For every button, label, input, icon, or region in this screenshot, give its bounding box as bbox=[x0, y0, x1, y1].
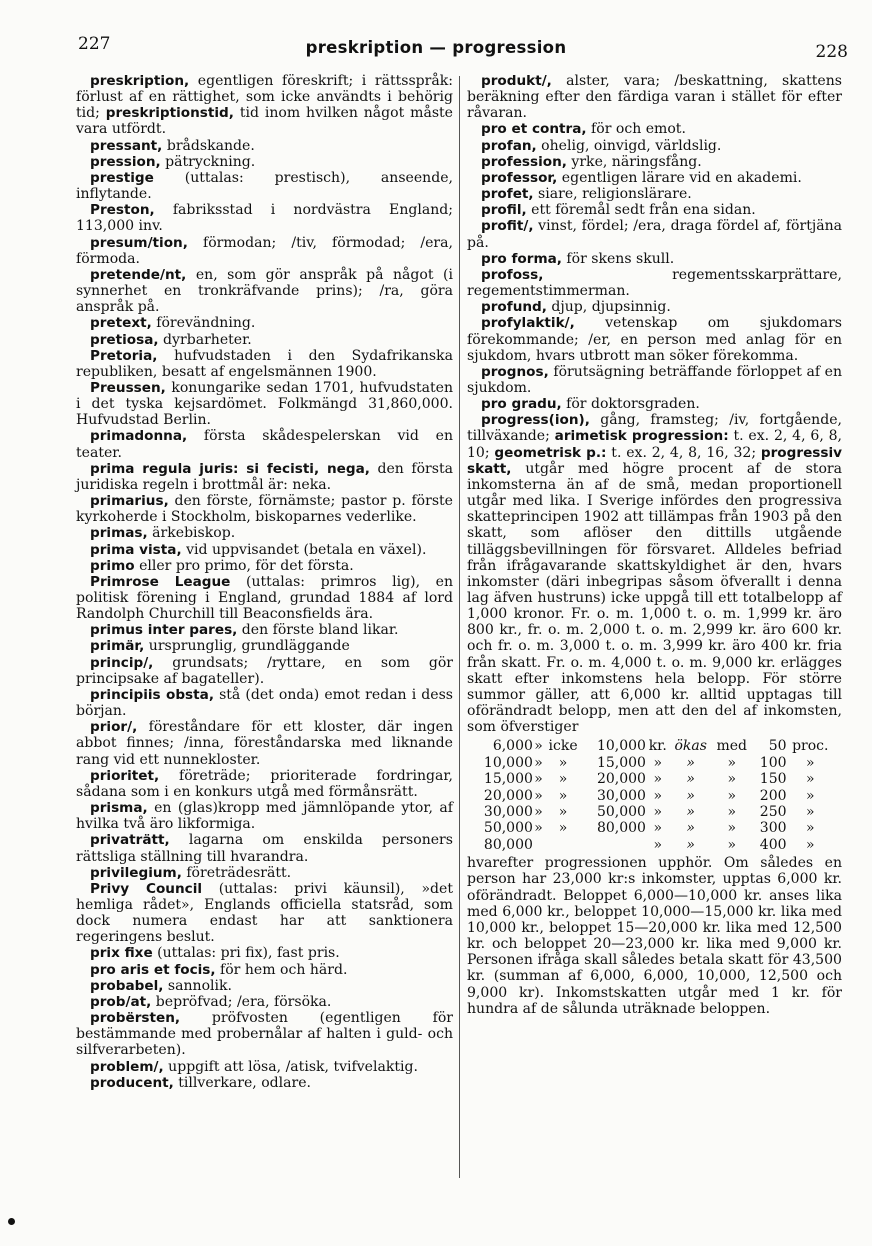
table-cell: » bbox=[805, 787, 815, 804]
dictionary-entry bbox=[467, 73, 842, 121]
entry-headword: profit/, bbox=[481, 218, 534, 235]
entry-headword: prima regula juris: si fecisti, nega, bbox=[90, 460, 370, 477]
table-cell: 100 bbox=[759, 754, 787, 771]
dictionary-entry bbox=[467, 396, 842, 412]
entry-headword: profund, bbox=[481, 299, 547, 316]
dictionary-entry bbox=[467, 299, 842, 315]
entry-headword: primo bbox=[90, 557, 135, 574]
entry-text: föreståndare för ett kloster, där ingen abbot finnes; /inna, föreståndarska med liknande rang vid ett nunnekloster. bbox=[76, 719, 453, 768]
entry-headword: princip/, bbox=[90, 654, 154, 671]
table-cell: » bbox=[686, 754, 695, 771]
entry-headword: pretiosa, bbox=[90, 331, 159, 348]
entry-headword: preskription, bbox=[90, 73, 190, 89]
entry-headword: probabel, bbox=[90, 977, 164, 994]
table-cell: 15,000 bbox=[483, 771, 533, 788]
table-cell: » bbox=[727, 820, 737, 837]
entry-headword: Primrose League bbox=[90, 573, 231, 590]
entry-headword: Preston, bbox=[90, 202, 155, 219]
table-cell: proc. bbox=[792, 738, 829, 755]
dictionary-entry bbox=[76, 638, 453, 654]
entry-text: bepröfvad; /era, försöka. bbox=[151, 993, 332, 1010]
dictionary-entry bbox=[467, 267, 842, 299]
entry-headword: pression, bbox=[90, 153, 161, 170]
entry-text: (uttalas: pri fix), fast pris. bbox=[152, 945, 340, 962]
left-entry-list bbox=[76, 138, 453, 1091]
entry-headword: Preussen, bbox=[90, 379, 166, 396]
dictionary-entry bbox=[76, 687, 453, 719]
table-cell: » bbox=[686, 804, 695, 821]
dictionary-entry bbox=[76, 978, 453, 994]
entry-text: utgår med högre procent af de stora inkomsterna än af de små, medan proportionell utgår med lika. I Sverige infördes den progressiva skatteprincipen 1902 att tillämpas från 1903 på den skatt, som aflöser den dittills utgående tilläggsbevillningen för försvaret. Alldeles befriad från ifrågavarande skattskyldighet är den, hvars inkomster (däri inbegripas såsom öfverallt i denna lag äfven hustruns) icke uppgå till ett totalbelopp af 1,000 kronor. Fr. o. m. 1,000 t. o. m. 1,999 kr. äro 800 kr., fr. o. m. 2,000 t. o. m. 2,999 kr. äro 600 kr. och fr. o. m. 3,000 t. o. m. 3,999 kr. äro 400 kr. fria från skatt. Fr. o. m. 4,000 t. o. m. 9,000 kr. erlägges skatt efter inkomstens hela belopp. För större summor gäller, att 6,000 kr. alltid upptagas till oförändradt belopp, men att den del af inkomsten, som öfverstiger bbox=[467, 460, 842, 736]
entry-text: för skens skull. bbox=[561, 250, 675, 267]
table-cell: » bbox=[727, 754, 737, 771]
table-cell: » bbox=[558, 754, 568, 771]
entry-text: regementsskarprättare, regementstimmerman. bbox=[467, 266, 842, 300]
table-cell: » bbox=[727, 836, 737, 853]
dictionary-entry bbox=[76, 994, 453, 1010]
table-cell: 30,000 bbox=[596, 787, 646, 804]
running-title: preskription — progression bbox=[305, 38, 567, 57]
table-cell: » bbox=[653, 771, 663, 788]
dictionary-entry bbox=[76, 428, 453, 460]
table-cell: » bbox=[534, 787, 543, 804]
entry-headword: profet, bbox=[481, 186, 534, 203]
dictionary-entry bbox=[76, 865, 453, 881]
table-cell: 50,000 bbox=[596, 804, 646, 821]
entry-text: grundsats; /ryttare, en som gör principsake af bagateller). bbox=[76, 654, 453, 687]
dictionary-entry bbox=[76, 1059, 453, 1075]
entry-text: ohelig, oinvigd, världslig. bbox=[536, 137, 722, 154]
entry-headword: primär, bbox=[90, 638, 145, 655]
table-cell bbox=[582, 837, 646, 853]
entry-headword: profoss, bbox=[481, 266, 544, 283]
entry-text: tid inom hvilken något måste vara utfördt. bbox=[76, 105, 453, 138]
entry-text: förutsägning beträffande förloppet af en sjukdom. bbox=[467, 363, 842, 396]
entry-text: en, som gör anspråk på något (i synnerhet en tronkräfvande prins); /ra, göra anspråk på. bbox=[76, 266, 453, 316]
table-row bbox=[469, 738, 834, 754]
table-cell: med bbox=[716, 738, 748, 755]
dictionary-entry bbox=[467, 170, 842, 186]
entry-text: sannolik. bbox=[163, 977, 233, 994]
table-cell: ökas bbox=[674, 738, 707, 755]
left-column bbox=[76, 73, 453, 1091]
table-cell: 300 bbox=[759, 820, 787, 837]
dictionary-entry bbox=[467, 364, 842, 396]
entry-headword: pro gradu, bbox=[481, 396, 562, 413]
table-cell: 50 bbox=[768, 738, 787, 755]
table-cell: » bbox=[534, 771, 543, 788]
dictionary-entry bbox=[76, 574, 453, 622]
entry-text: konungarike sedan 1701, hufvudstaten i det tyska kejsardömet. Folkmängd 31,860,000. Hufvudstad Berlin. bbox=[76, 379, 453, 429]
entry-headword: prix fixe bbox=[90, 945, 153, 962]
entry-text: t. ex. 2, 4, 8, 16, 32; bbox=[606, 444, 761, 461]
dictionary-entry bbox=[76, 170, 453, 202]
entry-headword: prisma, bbox=[90, 800, 148, 817]
entry-headword: preskriptionstid, bbox=[105, 105, 234, 122]
table-cell: » bbox=[534, 738, 543, 755]
entry-headword: prob/at, bbox=[90, 993, 152, 1010]
entry-text: gång, framsteg; /iv, fortgående, tillväxande; bbox=[467, 412, 842, 445]
table-cell: icke bbox=[548, 738, 578, 755]
table-cell: » bbox=[653, 787, 663, 804]
table-cell: » bbox=[805, 804, 815, 821]
table-cell bbox=[533, 837, 544, 853]
dictionary-entry bbox=[76, 267, 453, 315]
dictionary-entry bbox=[76, 202, 453, 234]
column-divider bbox=[459, 76, 460, 1178]
table-cell: » bbox=[686, 836, 695, 853]
dictionary-entry bbox=[76, 622, 453, 638]
table-cell: » bbox=[558, 787, 568, 804]
entry-text: förevändning. bbox=[151, 315, 256, 332]
table-cell: » bbox=[534, 820, 543, 837]
table-cell: 250 bbox=[759, 804, 787, 821]
entry-headword: prior/, bbox=[90, 719, 138, 736]
entry-headword: Pretoria, bbox=[90, 347, 158, 364]
table-cell: » bbox=[534, 754, 543, 771]
entry-headword: profylaktik/, bbox=[481, 315, 575, 332]
entry-text: t. ex. 2, 4, 6, 8, 10; bbox=[467, 428, 843, 461]
entry-headword: principiis obsta, bbox=[90, 686, 214, 703]
entry-headword: pressant, bbox=[90, 137, 163, 154]
dictionary-entry bbox=[76, 1010, 453, 1058]
dictionary-entry bbox=[76, 558, 453, 574]
dictionary-entry bbox=[76, 832, 453, 864]
dictionary-entry bbox=[76, 800, 453, 832]
dictionary-entry bbox=[467, 154, 842, 170]
entry-text: (uttalas: primros lig), en politisk förening i England, grundad 1884 af lord Randolph Churchill till Beaconsfields ära. bbox=[76, 573, 453, 623]
entry-headword: primarius, bbox=[90, 493, 169, 510]
progression-explanation: hvarefter progressionen upphör. Om således en person har 23,000 kr:s inkomster, upptas 6,000 kr. oförändradt. Beloppet 6,000—10,000 kr. anses lika med 6,000 kr., beloppet 10,000—15,000 kr. lika med 10,000 kr., beloppet 15—20,000 kr. lika med 12,500 kr. och beloppet 20—23,000 kr. lika med 9,000 kr. Personen ifråga skall således betala skatt för 43,500 kr. (summan af 6,000, 6,000, 10,000, 12,500 och 9,000 kr). Inkomstskatten utgår med 1 kr. för hundra af de sålunda uträknade beloppen. bbox=[467, 855, 842, 1017]
dictionary-entry bbox=[76, 154, 453, 170]
table-cell: » bbox=[805, 771, 815, 788]
entry-headword: pretende/nt, bbox=[90, 266, 187, 283]
dictionary-entry bbox=[467, 315, 842, 363]
page-number-left: 227 bbox=[78, 34, 111, 54]
table-cell: » bbox=[558, 804, 568, 821]
entry-text: företrädesrätt. bbox=[181, 864, 292, 881]
entry-headword: profan, bbox=[481, 137, 537, 154]
entry-text: den förste, förnämste; pastor p. förste kyrkoherde i Stockholm, biskoparnes vederlike. bbox=[76, 493, 453, 526]
table-cell: » bbox=[653, 804, 663, 821]
table-cell: 50,000 bbox=[483, 820, 533, 837]
entry-subhead: progressiv skatt, bbox=[467, 444, 843, 477]
dictionary-entry bbox=[76, 1075, 453, 1091]
dictionary-entry bbox=[76, 380, 453, 428]
entry-text: den första juridiska regeln i brottmål är: neka. bbox=[76, 460, 454, 493]
table-cell: » bbox=[727, 804, 737, 821]
entry-text: egentligen föreskrift; i rättsspråk: förlust af en rättighet, som icke användts i behörig tid; bbox=[76, 73, 453, 122]
dictionary-entry bbox=[467, 218, 842, 250]
table-cell: » bbox=[727, 787, 737, 804]
dictionary-entry bbox=[467, 121, 842, 137]
table-row bbox=[469, 755, 834, 771]
entry-text: djup, djupsinnig. bbox=[546, 299, 671, 316]
table-cell: » bbox=[727, 771, 737, 788]
dictionary-entry bbox=[467, 202, 842, 218]
entry-headword: Privy Council bbox=[90, 880, 203, 897]
entry-text: förmodan; /tiv, förmodad; /era, förmoda. bbox=[76, 234, 453, 267]
dictionary-entry bbox=[76, 461, 453, 493]
entry-text: uppgift att lösa, /atisk, tvifvelaktig. bbox=[163, 1058, 418, 1075]
dictionary-entry bbox=[76, 493, 453, 525]
table-cell: » bbox=[805, 754, 815, 771]
entry-text: siare, religionslärare. bbox=[533, 186, 692, 203]
dictionary-entry bbox=[467, 186, 842, 202]
table-row bbox=[469, 820, 834, 836]
table-cell: 80,000 bbox=[483, 836, 533, 853]
table-cell: 20,000 bbox=[483, 787, 533, 804]
entry-text: lagarna om enskilda personers rättsliga ställning till hvarandra. bbox=[76, 832, 453, 865]
progression-table bbox=[469, 738, 834, 853]
table-cell: kr. bbox=[648, 738, 667, 755]
dictionary-entry bbox=[76, 655, 453, 687]
dictionary-entry bbox=[76, 73, 453, 138]
table-cell: 200 bbox=[759, 787, 787, 804]
right-entry-list bbox=[467, 73, 842, 412]
entry-text: fabriksstad i nordvästra England; 113,000 inv. bbox=[76, 202, 453, 235]
entry-text: egentligen lärare vid en akademi. bbox=[557, 169, 802, 186]
dictionary-entry bbox=[76, 945, 453, 961]
dictionary-entry bbox=[76, 235, 453, 267]
entry-subhead: arimetisk progression: bbox=[554, 428, 729, 445]
entry-headword: privilegium, bbox=[90, 864, 182, 881]
table-cell: » bbox=[805, 820, 815, 837]
entry-text: eller pro primo, för det första. bbox=[134, 557, 354, 574]
table-cell: » bbox=[805, 836, 815, 853]
table-cell: » bbox=[653, 820, 663, 837]
table-cell: 30,000 bbox=[483, 804, 533, 821]
table-cell: 20,000 bbox=[596, 771, 646, 788]
dictionary-entry bbox=[76, 881, 453, 946]
entry-headword: primus inter pares, bbox=[90, 622, 238, 639]
table-cell: » bbox=[534, 804, 543, 821]
table-cell: » bbox=[653, 836, 663, 853]
entry-headword: privaträtt, bbox=[90, 832, 170, 849]
dictionary-entry bbox=[76, 542, 453, 558]
table-cell: 400 bbox=[759, 836, 787, 853]
entry-text: vid uppvisandet (betala en växel). bbox=[181, 541, 427, 558]
table-cell: 10,000 bbox=[483, 754, 533, 771]
entry-text: tillverkare, odlare. bbox=[173, 1074, 312, 1091]
entry-text: dyrbarheter. bbox=[158, 331, 252, 348]
entry-text: yrke, näringsfång. bbox=[566, 153, 702, 170]
entry-headword: prognos, bbox=[481, 363, 549, 380]
entry-text: (uttalas: prestisch), anseende, inflytande. bbox=[76, 169, 453, 203]
entry-text: för doktorsgraden. bbox=[561, 396, 700, 413]
entry-text: för hem och härd. bbox=[215, 961, 348, 978]
entry-headword: produkt/, bbox=[481, 73, 552, 89]
entry-headword: primas, bbox=[90, 525, 148, 542]
entry-headword: pro aris et focis, bbox=[90, 961, 216, 978]
table-row bbox=[469, 804, 834, 820]
entry-text: den förste bland likar. bbox=[237, 622, 399, 639]
ink-dot bbox=[8, 1218, 15, 1225]
entry-headword: prestige bbox=[90, 169, 154, 186]
table-cell: » bbox=[558, 771, 568, 788]
entry-text: pröfvosten (egentligen för bestämmande med probernålar af halten i guld- och silfverarbeten). bbox=[76, 1010, 453, 1059]
entry-text: ett föremål sedt från ena sidan. bbox=[526, 202, 756, 219]
entry-headword: problem/, bbox=[90, 1058, 164, 1075]
dictionary-entry bbox=[76, 315, 453, 331]
entry-headword: presum/tion, bbox=[90, 234, 188, 251]
entry-headword: prioritet, bbox=[90, 767, 160, 784]
entry-text: hufvudstaden i den Sydafrikanska republiken, besatt af engelsmännen 1900. bbox=[76, 347, 453, 380]
table-cell: » bbox=[686, 820, 695, 837]
table-row bbox=[469, 771, 834, 787]
table-cell bbox=[544, 837, 582, 853]
table-cell: 80,000 bbox=[596, 820, 646, 837]
entry-text: för och emot. bbox=[586, 121, 686, 138]
entry-text: en (glas)kropp med jämnlöpande ytor, af hvilka två äro likformiga. bbox=[76, 800, 453, 833]
table-cell: » bbox=[653, 754, 663, 771]
dictionary-entry-progression bbox=[467, 412, 842, 735]
table-cell: » bbox=[558, 820, 568, 837]
entry-text: ärkebiskop. bbox=[147, 525, 236, 542]
entry-text: pätryckning. bbox=[160, 153, 256, 170]
dictionary-entry bbox=[76, 138, 453, 154]
dictionary-entry bbox=[76, 719, 453, 767]
table-cell: » bbox=[686, 787, 695, 804]
table-row bbox=[469, 837, 834, 853]
entry-text: vetenskap om sjukdomars förekommande; /er, en person med anlag för en sjukdom, hvars utbrott man söker förekomma. bbox=[467, 315, 842, 364]
table-cell: » bbox=[686, 771, 695, 788]
entry-headword: primadonna, bbox=[90, 428, 188, 445]
entry-text: alster, vara; /beskattning, skattens beräkning efter den färdiga varan i stället för efter råvaran. bbox=[467, 73, 842, 122]
entry-headword: probërsten, bbox=[90, 1010, 181, 1027]
page-header bbox=[0, 34, 872, 64]
entry-text: brådskande. bbox=[162, 137, 255, 154]
entry-text: (uttalas: privi käunsil), »det hemliga rådet», Englands officiella statsråd, som dock numera endast har att sanktionera regeringens beslut. bbox=[76, 880, 453, 946]
entry-headword: pro forma, bbox=[481, 250, 562, 267]
dictionary-entry bbox=[76, 348, 453, 380]
entry-headword: producent, bbox=[90, 1074, 174, 1091]
dictionary-entry bbox=[467, 138, 842, 154]
entry-text: vinst, fördel; /era, draga fördel af, förtjäna på. bbox=[467, 218, 842, 251]
dictionary-entry bbox=[467, 251, 842, 267]
entry-text: stå (det onda) emot redan i dess början. bbox=[76, 686, 454, 720]
dictionary-entry bbox=[76, 768, 453, 800]
entry-headword: profil, bbox=[481, 202, 527, 219]
entry-text: företräde; prioriterade fordringar, sådana som i en konkurs utgå med förmånsrätt. bbox=[76, 767, 453, 800]
entry-headword: pretext, bbox=[90, 315, 152, 332]
entry-text: första skådespelerskan vid en teater. bbox=[76, 428, 453, 461]
entry-subhead: geometrisk p.: bbox=[494, 444, 607, 461]
table-cell: 6,000 bbox=[492, 738, 533, 755]
table-cell: 150 bbox=[759, 771, 787, 788]
dictionary-entry bbox=[76, 332, 453, 348]
table-cell: 10,000 bbox=[596, 738, 646, 755]
dictionary-entry bbox=[76, 525, 453, 541]
entry-headword: professor, bbox=[481, 169, 558, 186]
entry-headword: progress(ion), bbox=[481, 412, 590, 429]
entry-headword: pro et contra, bbox=[481, 121, 587, 138]
entry-headword: profession, bbox=[481, 153, 567, 170]
entry-text: ursprunglig, grundläggande bbox=[144, 638, 350, 655]
entry-headword: prima vista, bbox=[90, 541, 182, 558]
table-row bbox=[469, 788, 834, 804]
page-number-right: 228 bbox=[815, 42, 848, 62]
right-column bbox=[467, 73, 842, 1017]
dictionary-entry bbox=[76, 962, 453, 978]
table-cell: 15,000 bbox=[596, 754, 646, 771]
